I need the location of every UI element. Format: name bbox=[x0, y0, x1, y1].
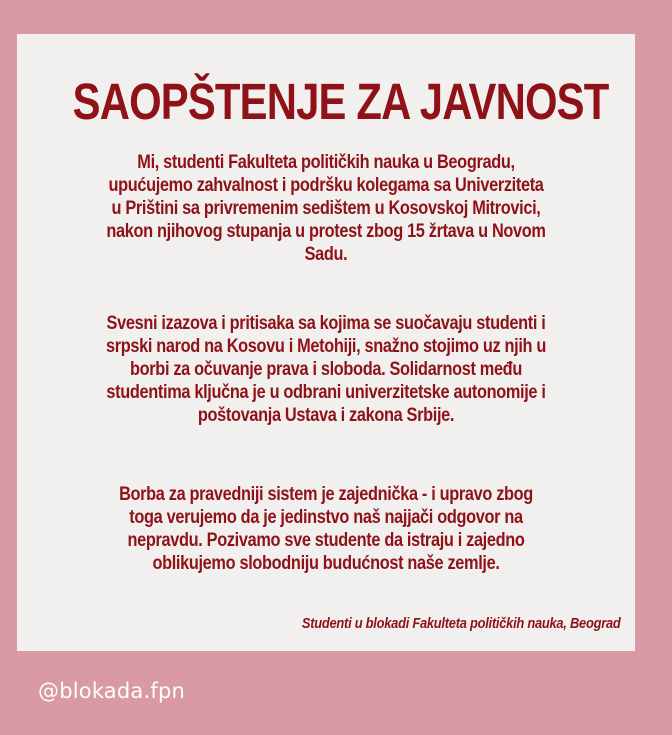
statement-title: SAOPŠTENJE ZA JAVNOST bbox=[72, 73, 609, 130]
paragraph-line: Mi, studenti Fakulteta političkih nauka u Beogradu, bbox=[137, 152, 515, 173]
statement-paragraph-3 bbox=[60, 483, 591, 575]
paragraph-line: toga verujemo da je jedinstvo naš najjači odgovor na bbox=[129, 507, 523, 528]
paragraph-line: Sadu. bbox=[304, 244, 348, 265]
statement-paragraph-1 bbox=[60, 151, 591, 266]
statement-signature: Studenti u blokadi Fakulteta političkih nauka, Beograd bbox=[302, 615, 621, 632]
paragraph-line: nakon njihovog stupanja u protest zbog 15 žrtava u Novom bbox=[106, 221, 546, 242]
paragraph-line: upućujemo zahvalnost i podršku kolegama sa Univerziteta bbox=[108, 175, 544, 196]
paragraph-line: u Prištini sa privremenim sedištem u Kosovskoj Mitrovici, bbox=[111, 198, 541, 219]
paragraph-line: borbi za očuvanje prava i sloboda. Solidarnost među bbox=[130, 359, 522, 380]
statement-card bbox=[17, 34, 635, 651]
paragraph-line: srpski narod na Kosovu i Metohiji, snažno stojimo uz njih u bbox=[106, 336, 546, 357]
account-handle-link[interactable]: @blokada.fpn bbox=[38, 679, 185, 703]
paragraph-line: studentima ključna je u odbrani univerzitetske autonomije i bbox=[106, 382, 546, 403]
paragraph-line: Svesni izazova i pritisaka sa kojima se suočavaju studenti i bbox=[106, 313, 546, 334]
paragraph-line: nepravdu. Pozivamo sve studente da istraju i zajedno bbox=[127, 530, 525, 551]
statement-paragraph-2 bbox=[60, 312, 591, 427]
paragraph-line: poštovanja Ustava i zakona Srbije. bbox=[197, 405, 455, 426]
paragraph-line: Borba za pravedniji sistem je zajednička - i upravo zbog bbox=[119, 484, 533, 505]
paragraph-line: oblikujemo slobodniju budućnost naše zemlje. bbox=[152, 553, 500, 574]
